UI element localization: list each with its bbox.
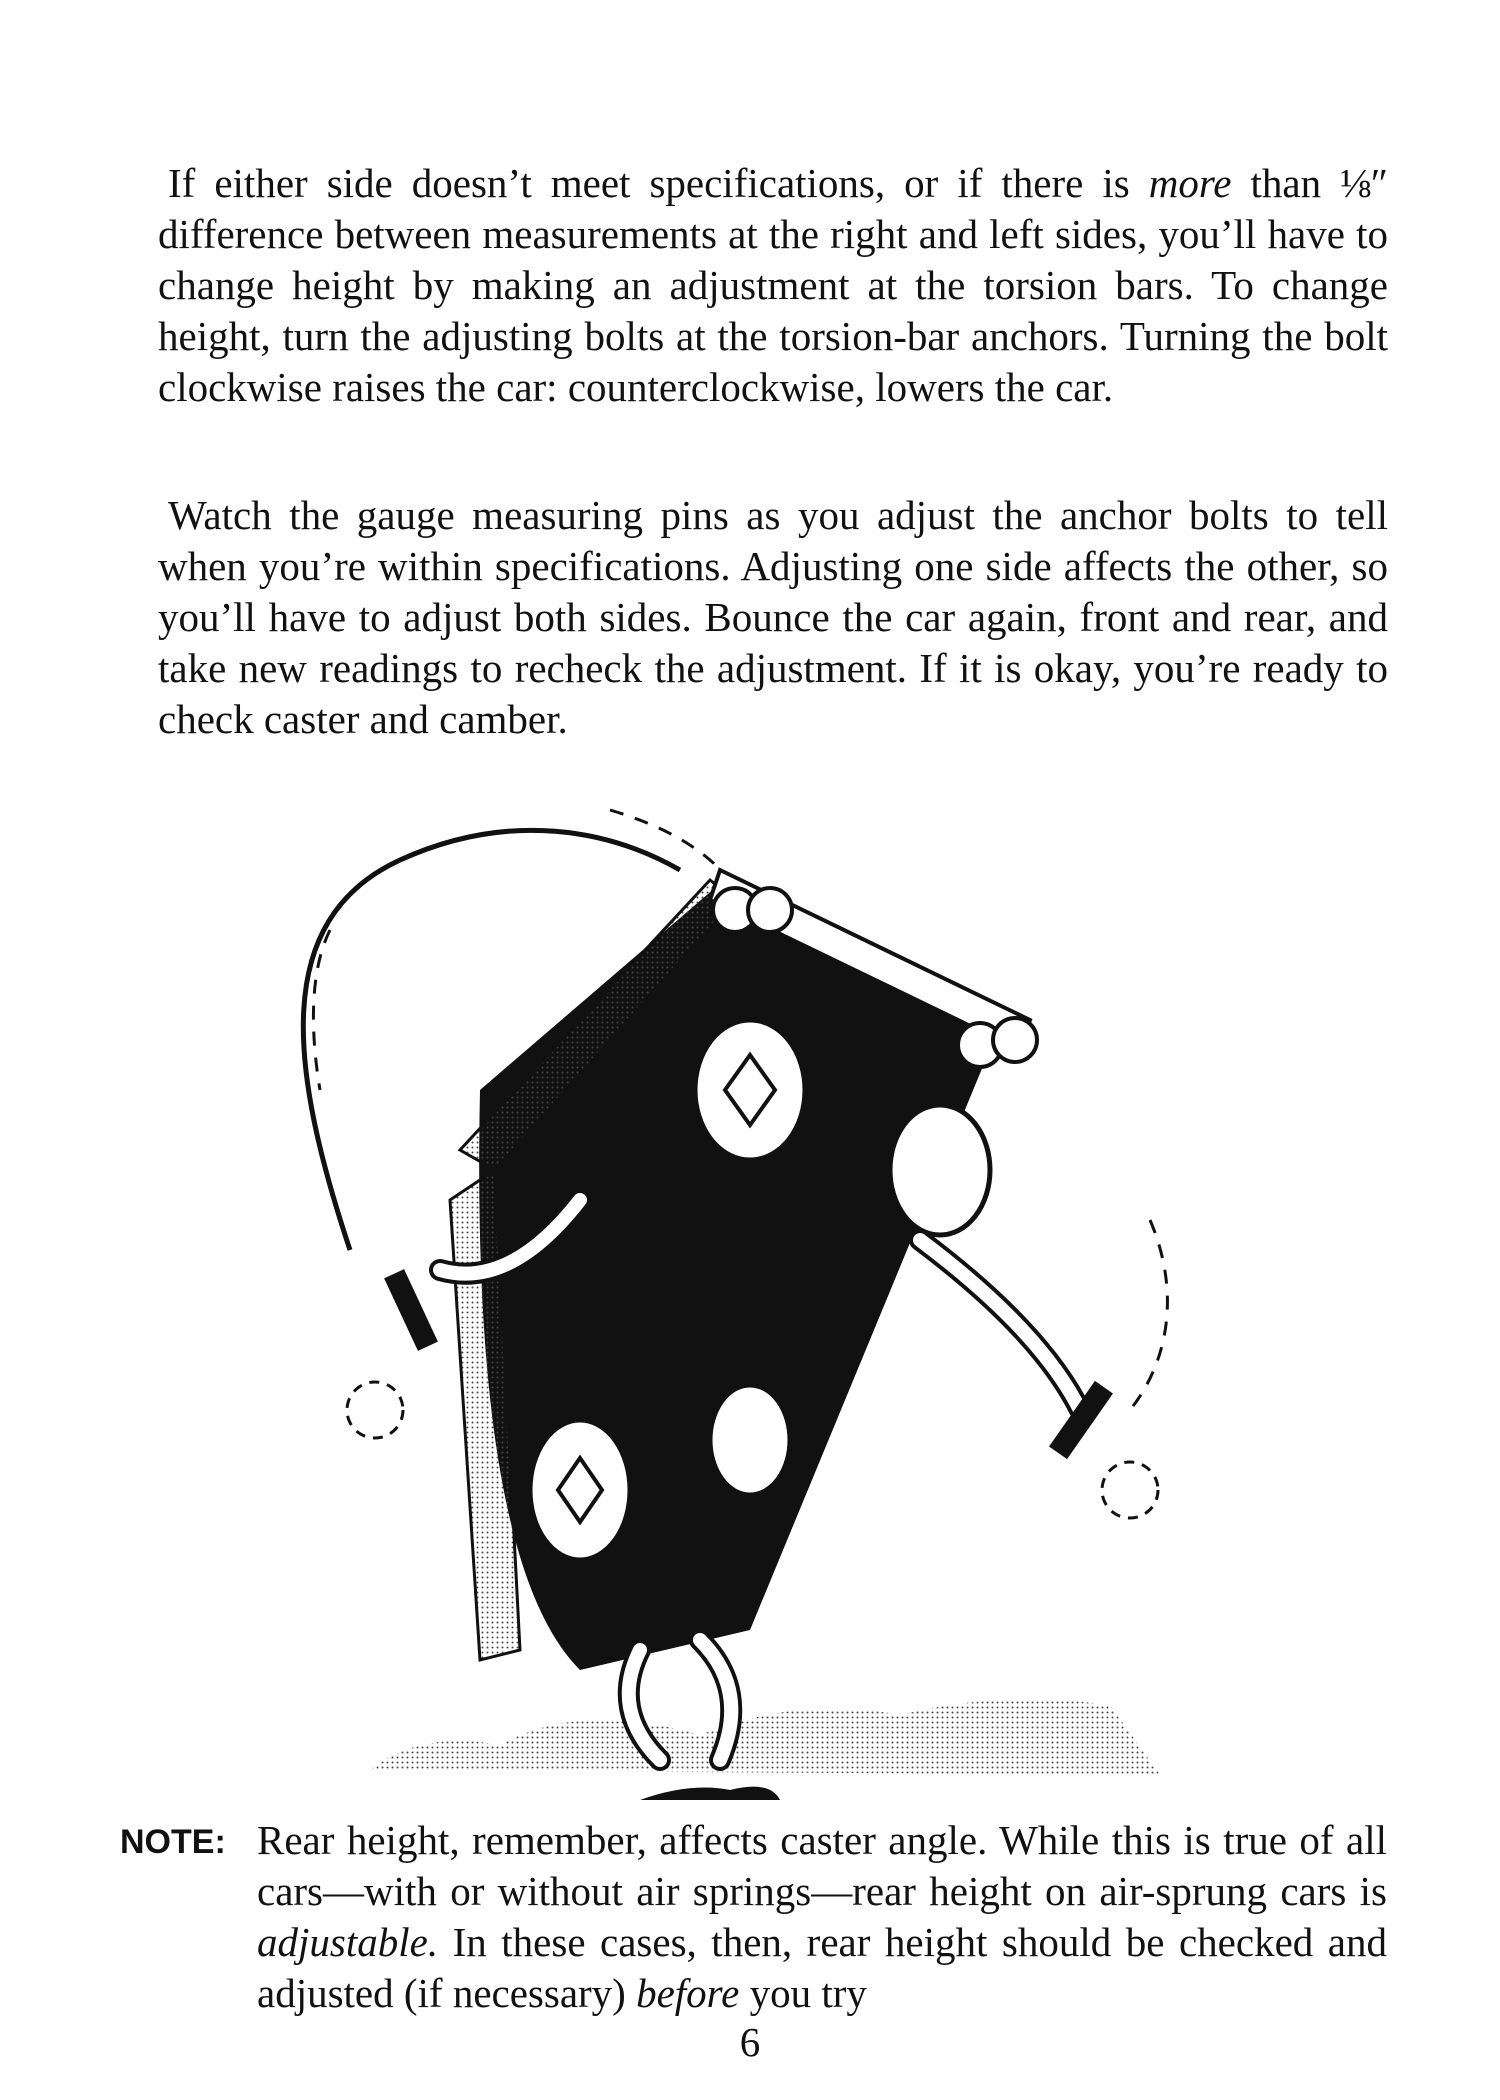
page-number: 6 [739,2019,761,2065]
paragraph-gauge-pins: Watch the gauge measuring pins as you adjust the anchor bolts to tell when you’re within specifications. Adjusting one side affects the other, so you’ll have to adjust both sides. Bounce the car again, front and rear, and take new readings to recheck the adjustment. If it is okay, you’re ready to check caster and camber. [158,492,1388,742]
emphasis-more: more [1148,160,1232,206]
left-rope-handle [384,1269,438,1351]
note-label: NOTE: [120,1823,226,1861]
ground-shadow [370,1699,1160,1775]
fraction-one-eighth: ⅛″ [1340,160,1388,206]
emphasis-adjustable: adjustable. [257,1919,439,1965]
motion-lines-right [1130,1220,1167,1410]
paragraph-torsion-adjustment: If either side doesn’t meet specifications, or if there is more than ⅛″ difference between measurements at the right and left sides, you’ll have to change height by making an adjustment at the torsion bars. To change height, turn the adjusting bolts at the torsion-bar anchors. Turning the bolt clockwise raises the car: counterclockwise, lowers the car. [158,160,1388,410]
note-text: Rear height, remember, affects caster angle. While this is true of all cars—with or without air springs—rear height on air-sprung cars is adjustable. In these cases, then, rear height should be checked and adjusted (if necessary) before you try [257,1817,1387,2016]
ground-mark [640,1787,780,1800]
emphasis-before: before [636,1970,740,2016]
cartoon-car-jumping-rope-illustration [280,770,1230,1800]
